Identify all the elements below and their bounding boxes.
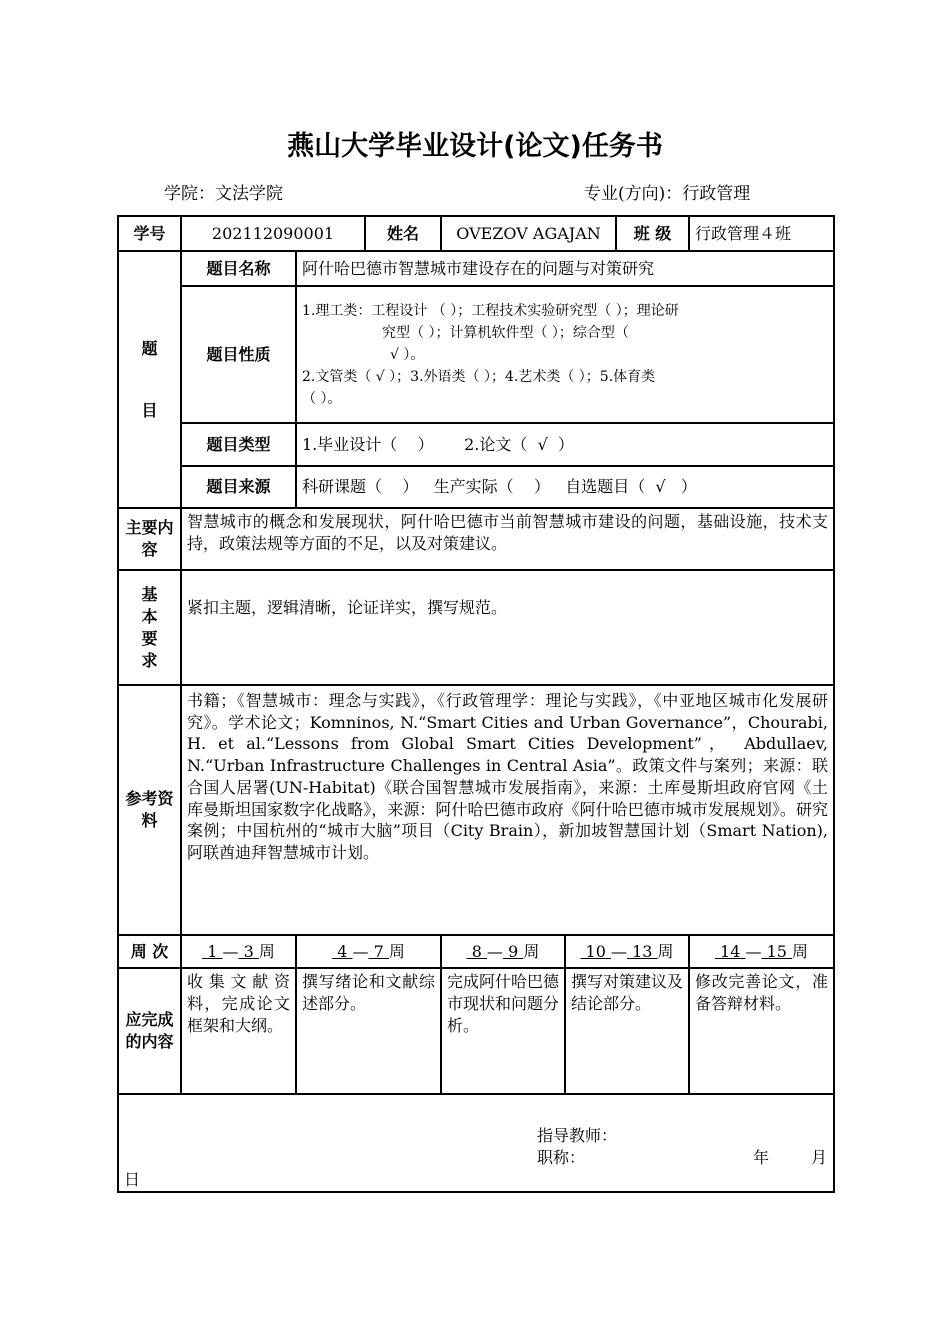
topic-label-char-1: 题 <box>141 338 158 358</box>
topic-type-value: 1.毕业设计（ ） 2.论文（ √ ） <box>296 423 834 466</box>
topic-source-value: 科研课题（ ） 生产实际（ ） 自选题目（ √ ） <box>296 466 834 508</box>
week-range-2: 4 — 7 周 <box>296 935 441 968</box>
requirements-text: 紧扣主题，逻辑清晰，论证详实，撰写规范。 <box>181 570 834 685</box>
class-label: 班 级 <box>616 216 689 251</box>
topic-name-label: 题目名称 <box>181 251 296 286</box>
topic-section-label <box>118 251 181 508</box>
week-range-4: 10 — 13 周 <box>565 935 689 968</box>
name-value: OVEZOV AGAJAN <box>441 216 616 251</box>
major-field: 专业(方向)：行政管理 <box>584 184 751 204</box>
nature-line-2: 究型（ ）；计算机软件型（ ）；综合型（ <box>382 324 629 341</box>
week-range-1: 1 — 3 周 <box>181 935 296 968</box>
task-cell-3: 完成阿什哈巴德市现状和问题分析。 <box>441 968 565 1094</box>
main-content-text: 智慧城市的概念和发展现状，阿什哈巴德市当前智慧城市建设的问题，基础设施，技术支持，政策法规等方面的不足，以及对策建议。 <box>181 508 834 570</box>
main-content-label: 主要内容 <box>118 508 181 570</box>
requirements-label-char: 基 <box>141 584 158 604</box>
page-title: 燕山大学毕业设计(论文)任务书 <box>287 131 663 162</box>
student-id-label: 学号 <box>118 216 181 251</box>
student-id-value: 202112090001 <box>181 216 365 251</box>
day-label: 日 <box>124 1170 141 1189</box>
topic-nature-label: 题目性质 <box>181 286 296 423</box>
topic-source-label: 题目来源 <box>181 466 296 508</box>
signature-block <box>118 1094 834 1192</box>
tasks-label: 应完成的内容 <box>118 968 181 1094</box>
task-cell-4: 撰写对策建议及结论部分。 <box>565 968 689 1094</box>
references-text: 书籍；《智慧城市：理念与实践》，《行政管理学：理论与实践》，《中亚地区城市化发展研究》。学术论文；Komninos, N.“Smart Cities and Urban Governance”，Chourabi, H. et al.“Lessons from Global Smart Cities Development”， Abdullaev, N.“Urban Infrastructure Challenges in Central Asia”。政策文件与案列；来源：联合国人居署(UN-Habitat)《联合国智慧城市发展指南》，来源：土库曼斯坦政府官网《土库曼斯坦国家数字化战略》，来源：阿什哈巴德市政府《阿什哈巴德市城市发展规划》。研究案例；中国杭州的“城市大脑”项目（City Brain），新加坡智慧国计划（Smart Nation),阿联酋迪拜智慧城市计划。 <box>181 685 834 935</box>
requirements-label-char: 求 <box>141 650 158 670</box>
task-cell-2: 撰写绪论和文献综述部分。 <box>296 968 441 1094</box>
month-label: 月 <box>811 1148 828 1167</box>
week-range-3: 8 — 9 周 <box>441 935 565 968</box>
nature-line-1: 1.理工类：工程设计 （ ）；工程技术实验研究型（ ）；理论研 <box>302 302 679 319</box>
college-field: 学院：文法学院 <box>164 184 283 204</box>
references-label: 参考资料 <box>118 685 181 935</box>
name-label: 姓名 <box>365 216 441 251</box>
weeks-label: 周 次 <box>118 935 181 968</box>
advisor-label: 指导教师： <box>537 1126 618 1145</box>
topic-name-value: 阿什哈巴德市智慧城市建设存在的问题与对策研究 <box>296 251 834 286</box>
requirements-label <box>118 570 181 685</box>
task-cell-1: 收集文献资料，完成论文框架和大纲。 <box>181 968 296 1094</box>
year-label: 年 <box>753 1148 770 1167</box>
requirements-label-char: 要 <box>141 628 158 648</box>
week-range-5: 14 — 15 周 <box>689 935 834 968</box>
topic-type-label: 题目类型 <box>181 423 296 466</box>
class-value: 行政管理４班 <box>689 216 834 251</box>
task-form-table <box>117 215 835 1193</box>
topic-label-char-2: 目 <box>141 400 158 420</box>
task-cell-5: 修改完善论文，准备答辩材料。 <box>689 968 834 1094</box>
nature-line-3: √ ）。 <box>390 346 425 363</box>
nature-line-4: 2.文管类（ √ ）；3.外语类（ ）；4.艺术类（ ）；5.体育类 <box>302 368 656 385</box>
nature-line-5: （ ）。 <box>302 390 342 407</box>
topic-nature-value <box>296 286 834 423</box>
title-label: 职称： <box>537 1148 586 1167</box>
requirements-label-char: 本 <box>141 606 158 626</box>
